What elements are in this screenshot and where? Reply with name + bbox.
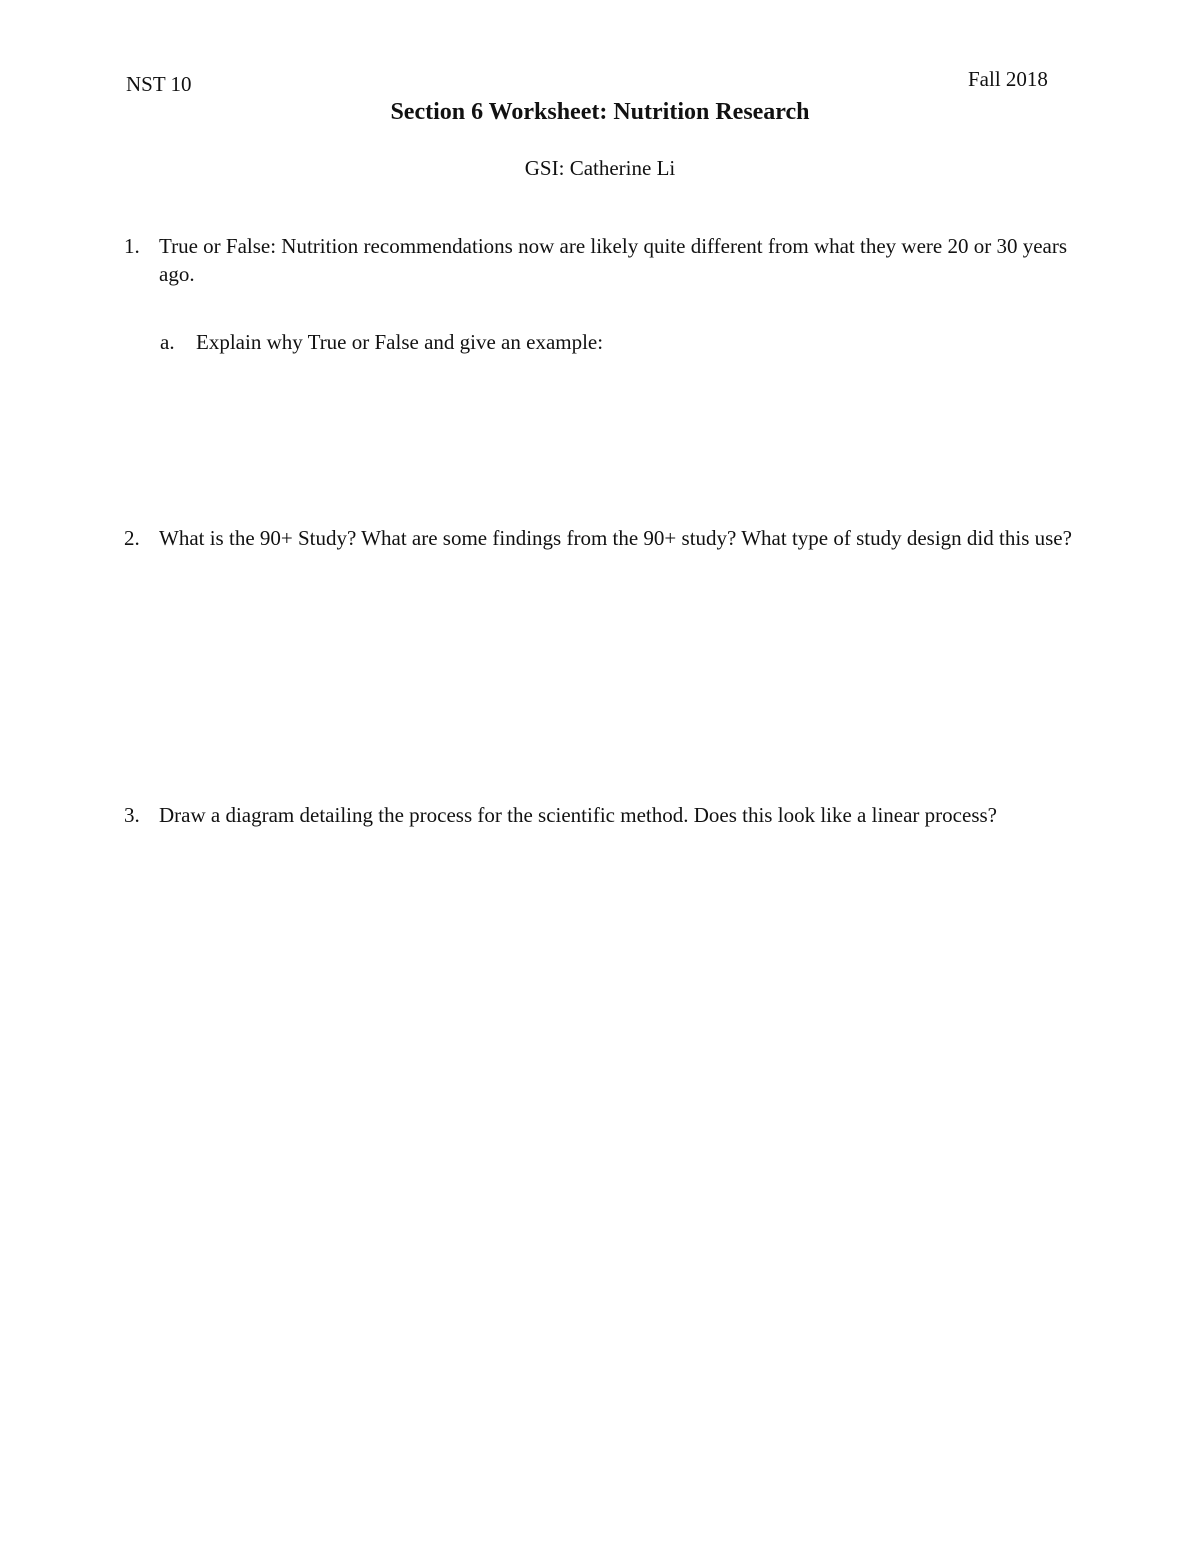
term-label: Fall 2018 [968, 67, 1048, 91]
question-number: 1. [124, 234, 140, 258]
course-code: NST 10 [126, 72, 192, 96]
page-title: Section 6 Worksheet: Nutrition Research [390, 99, 810, 125]
sub-question-letter: a. [160, 330, 175, 354]
question-text: What is the 90+ Study? What are some findings from the 90+ study? What type of study design did this use? [159, 526, 1072, 550]
gsi-name: GSI: Catherine Li [524, 156, 676, 180]
question-2 [124, 524, 1104, 552]
question-1a [160, 328, 1100, 356]
question-3 [124, 801, 1104, 829]
question-1 [124, 232, 1104, 288]
question-text: True or False: Nutrition recommendations now are likely quite different from what they were 20 or 30 years ago. [159, 234, 1068, 286]
question-number: 3. [124, 803, 140, 827]
sub-question-text: Explain why True or False and give an example: [196, 330, 604, 354]
question-text: Draw a diagram detailing the process for the scientific method. Does this look like a linear process? [159, 803, 997, 827]
question-number: 2. [124, 526, 140, 550]
